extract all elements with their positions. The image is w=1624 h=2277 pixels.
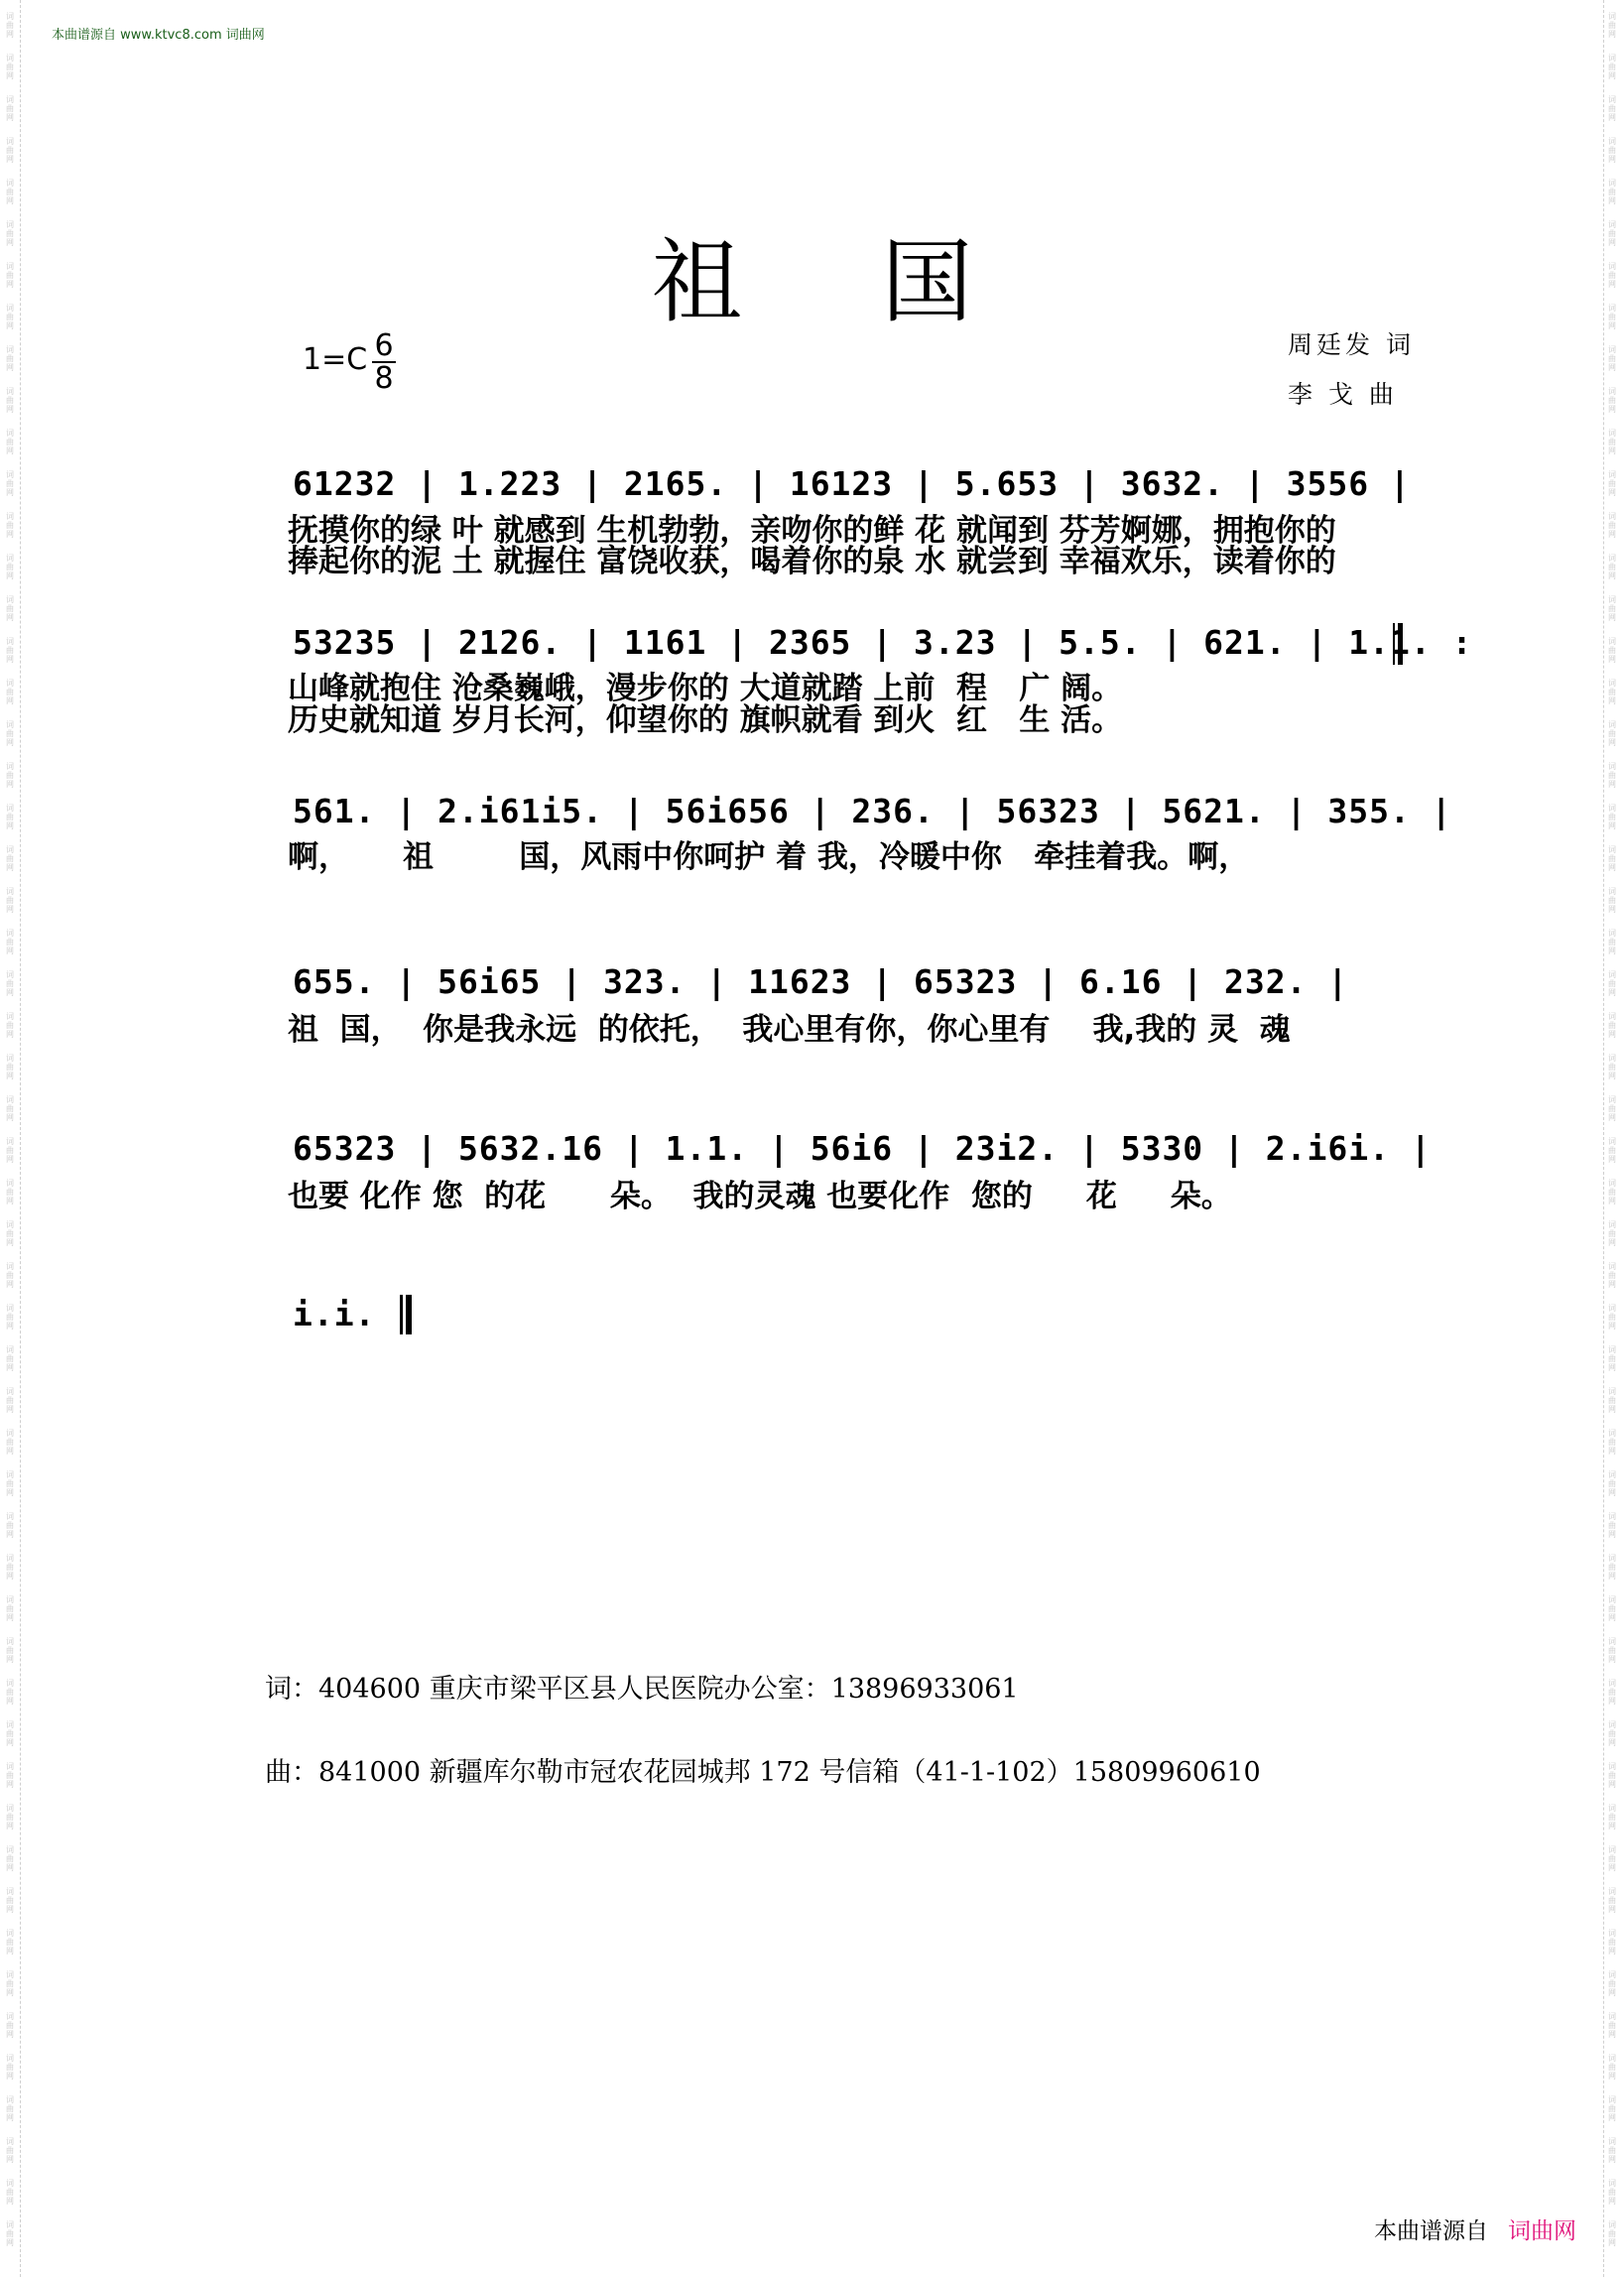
watermark-tag: 词曲网	[1608, 137, 1616, 164]
watermark-tag: 词曲网	[1608, 2054, 1616, 2081]
watermark-tag: 词曲网	[6, 54, 14, 80]
score-row-2-notes: 53235 | 2126. | 1161 | 2365 | 3.23 | 5.5. | 621. | 1.1. :	[293, 623, 1473, 662]
site-url-link[interactable]: www.ktvc8.com	[120, 28, 222, 43]
watermark-tag: 词曲网	[1608, 345, 1616, 372]
watermark-tag: 词曲网	[6, 1429, 14, 1455]
composer-credit: 李 戈 曲	[1288, 380, 1398, 409]
watermark-tag: 词曲网	[6, 1220, 14, 1247]
watermark-tag: 词曲网	[6, 1887, 14, 1914]
score-row-4-lyric-1: 祖 国， 你是我永远 的依托， 我心里有你，你心里有 我,我的 灵 魂	[288, 1012, 1291, 1048]
watermark-tag: 词曲网	[1608, 220, 1616, 247]
watermark-tag: 词曲网	[1608, 1679, 1616, 1706]
watermark-tag: 词曲网	[6, 2179, 14, 2206]
watermark-tag: 词曲网	[1608, 95, 1616, 122]
watermark-tag: 词曲网	[1608, 179, 1616, 205]
watermark-tag: 词曲网	[1608, 1554, 1616, 1581]
watermark-tag: 词曲网	[1608, 1387, 1616, 1414]
footer-brand-link[interactable]: 词曲网	[1508, 2218, 1576, 2244]
score-row-4-notes: 655. | 56i65 | 323. | 11623 | 65323 | 6.16 | 232. |	[293, 962, 1349, 1001]
watermark-tag: 词曲网	[6, 429, 14, 455]
watermark-tag: 词曲网	[6, 637, 14, 664]
watermark-tag: 词曲网	[6, 1262, 14, 1289]
score-row-1-lyric-2: 捧起你的泥 土 就握住 富饶收获，喝着你的泉 水 就尝到 幸福欢乐，读着你的	[288, 544, 1336, 579]
composer-contact: 曲：841000 新疆库尔勒市冠农花园城邦 172 号信箱（41-1-102）15809960610	[265, 1757, 1261, 1788]
watermark-tag: 词曲网	[6, 679, 14, 705]
watermark-tag: 词曲网	[6, 804, 14, 830]
final-barline	[400, 1295, 412, 1334]
watermark-tag: 词曲网	[1608, 512, 1616, 539]
watermark-tag: 词曲网	[1608, 1637, 1616, 1664]
watermark-tag: 词曲网	[6, 12, 14, 39]
score-row-5-lyric-1: 也要 化作 您 的花 朵。 我的灵魂 也要化作 您的 花 朵。	[288, 1179, 1232, 1214]
watermark-tag: 词曲网	[1608, 1304, 1616, 1330]
score-row-2-lyric-1: 山峰就抱住 沧桑巍峨，漫步你的 大道就踏 上前 程 广 阔。	[288, 671, 1123, 706]
watermark-tag: 词曲网	[6, 1179, 14, 1205]
watermark-tag: 词曲网	[6, 1137, 14, 1164]
watermark-tag: 词曲网	[6, 845, 14, 872]
watermark-tag: 词曲网	[6, 1929, 14, 1956]
watermark-tag: 词曲网	[1608, 637, 1616, 664]
watermark-tag: 词曲网	[6, 95, 14, 122]
right-watermark-strip	[1602, 0, 1624, 2277]
watermark-tag: 词曲网	[1608, 1012, 1616, 1039]
watermark-tag: 词曲网	[1608, 887, 1616, 914]
score-row-3-lyric-1: 啊， 祖 国，风雨中你呵护 着 我，冷暖中你 牵挂着我。啊，	[288, 839, 1250, 875]
watermark-tag: 词曲网	[1608, 1429, 1616, 1455]
watermark-tag: 词曲网	[6, 1054, 14, 1080]
score-row-1-notes: 61232 | 1.223 | 2165. | 16123 | 5.653 | 3632. | 3556 |	[293, 464, 1411, 503]
site-name: 词曲网	[225, 28, 265, 43]
watermark-tag: 词曲网	[6, 1679, 14, 1706]
watermark-tag: 词曲网	[1608, 2095, 1616, 2122]
left-dashed-line	[20, 0, 22, 2277]
left-watermark-strip	[0, 0, 22, 2277]
watermark-tag: 词曲网	[1608, 1970, 1616, 1997]
watermark-tag: 词曲网	[6, 1012, 14, 1039]
watermark-tag: 词曲网	[1608, 1845, 1616, 1872]
watermark-tag: 词曲网	[6, 1720, 14, 1747]
watermark-tag: 词曲网	[1608, 929, 1616, 955]
time-signature-bottom: 8	[372, 361, 396, 394]
watermark-tag: 词曲网	[6, 387, 14, 414]
watermark-tag: 词曲网	[6, 1845, 14, 1872]
watermark-tag: 词曲网	[1608, 429, 1616, 455]
watermark-tag: 词曲网	[1608, 54, 1616, 80]
score-row-2-lyric-2: 历史就知道 岁月长河，仰望你的 旗帜就看 到火 红 生 活。	[288, 702, 1123, 738]
watermark-tag: 词曲网	[1608, 845, 1616, 872]
watermark-tag: 词曲网	[6, 345, 14, 372]
watermark-tag: 词曲网	[6, 1095, 14, 1122]
watermark-tag: 词曲网	[1608, 470, 1616, 497]
watermark-tag: 词曲网	[1608, 554, 1616, 580]
watermark-tag: 词曲网	[1608, 2179, 1616, 2206]
key-signature: 1=C	[303, 342, 368, 377]
watermark-tag: 词曲网	[1608, 1512, 1616, 1539]
watermark-tag: 词曲网	[6, 1762, 14, 1789]
watermark-tag: 词曲网	[1608, 1762, 1616, 1789]
watermark-tag: 词曲网	[6, 137, 14, 164]
watermark-tag: 词曲网	[6, 1345, 14, 1372]
watermark-tag: 词曲网	[1608, 1220, 1616, 1247]
watermark-tag: 词曲网	[1608, 1804, 1616, 1831]
watermark-tag: 词曲网	[6, 1387, 14, 1414]
watermark-tag: 词曲网	[6, 762, 14, 789]
footer-text: 本曲谱源自	[1374, 2218, 1488, 2244]
watermark-tag: 词曲网	[6, 262, 14, 289]
watermark-tag: 词曲网	[1608, 1095, 1616, 1122]
watermark-tag: 词曲网	[6, 1304, 14, 1330]
time-signature-top: 6	[374, 328, 394, 363]
watermark-tag: 词曲网	[1608, 1595, 1616, 1622]
watermark-tag: 词曲网	[6, 595, 14, 622]
lyricist-contact: 词：404600 重庆市梁平区县人民医院办公室：13896933061	[265, 1674, 1019, 1705]
song-title: 祖国	[651, 229, 1112, 335]
watermark-tag: 词曲网	[1608, 595, 1616, 622]
site-header	[52, 24, 265, 43]
score-row-6-notes: i.i.	[293, 1295, 397, 1333]
watermark-tag: 词曲网	[6, 179, 14, 205]
watermark-tag: 词曲网	[1608, 1179, 1616, 1205]
footer	[1374, 2213, 1576, 2245]
watermark-tag: 词曲网	[6, 1512, 14, 1539]
watermark-tag: 词曲网	[1608, 2012, 1616, 2039]
watermark-tag: 词曲网	[1608, 12, 1616, 39]
watermark-tag: 词曲网	[1608, 720, 1616, 747]
watermark-tag: 词曲网	[6, 220, 14, 247]
repeat-barline	[1393, 623, 1403, 665]
time-signature	[372, 330, 396, 394]
watermark-tag: 词曲网	[1608, 1345, 1616, 1372]
score-row-3-notes: 561. | 2.i61i5. | 56i656 | 236. | 56323 | 5621. | 355. |	[293, 792, 1452, 830]
watermark-tag: 词曲网	[6, 1554, 14, 1581]
watermark-tag: 词曲网	[1608, 387, 1616, 414]
watermark-tag: 词曲网	[1608, 2220, 1616, 2247]
watermark-tag: 词曲网	[1608, 679, 1616, 705]
watermark-tag: 词曲网	[6, 2054, 14, 2081]
watermark-tag: 词曲网	[6, 1804, 14, 1831]
watermark-tag: 词曲网	[1608, 804, 1616, 830]
watermark-tag: 词曲网	[1608, 1137, 1616, 1164]
watermark-tag: 词曲网	[1608, 262, 1616, 289]
watermark-tag: 词曲网	[6, 887, 14, 914]
lyricist-credit: 周廷发 词	[1288, 330, 1415, 359]
watermark-tag: 词曲网	[6, 304, 14, 330]
watermark-tag: 词曲网	[6, 1970, 14, 1997]
watermark-tag: 词曲网	[6, 470, 14, 497]
watermark-tag: 词曲网	[6, 929, 14, 955]
watermark-tag: 词曲网	[6, 512, 14, 539]
watermark-tag: 词曲网	[6, 1637, 14, 1664]
watermark-tag: 词曲网	[6, 970, 14, 997]
watermark-tag: 词曲网	[6, 2095, 14, 2122]
watermark-tag: 词曲网	[1608, 1887, 1616, 1914]
watermark-tag: 词曲网	[6, 1470, 14, 1497]
watermark-tag: 词曲网	[6, 1595, 14, 1622]
site-header-text: 本曲谱源自	[52, 28, 117, 43]
watermark-tag: 词曲网	[6, 554, 14, 580]
watermark-tag: 词曲网	[1608, 1262, 1616, 1289]
watermark-tag: 词曲网	[1608, 1929, 1616, 1956]
watermark-tag: 词曲网	[1608, 1470, 1616, 1497]
watermark-tag: 词曲网	[6, 2220, 14, 2247]
watermark-tag: 词曲网	[1608, 2137, 1616, 2164]
watermark-tag: 词曲网	[6, 720, 14, 747]
score-row-5-notes: 65323 | 5632.16 | 1.1. | 56i6 | 23i2. | 5330 | 2.i6i. |	[293, 1129, 1432, 1168]
watermark-tag: 词曲网	[1608, 970, 1616, 997]
watermark-tag: 词曲网	[1608, 762, 1616, 789]
watermark-tag: 词曲网	[6, 2137, 14, 2164]
watermark-tag: 词曲网	[6, 2012, 14, 2039]
watermark-tag: 词曲网	[1608, 1054, 1616, 1080]
watermark-tag: 词曲网	[1608, 304, 1616, 330]
score-row-1-lyric-1: 抚摸你的绿 叶 就感到 生机勃勃，亲吻你的鲜 花 就闻到 芬芳婀娜，拥抱你的	[288, 513, 1336, 549]
watermark-tag: 词曲网	[1608, 1720, 1616, 1747]
